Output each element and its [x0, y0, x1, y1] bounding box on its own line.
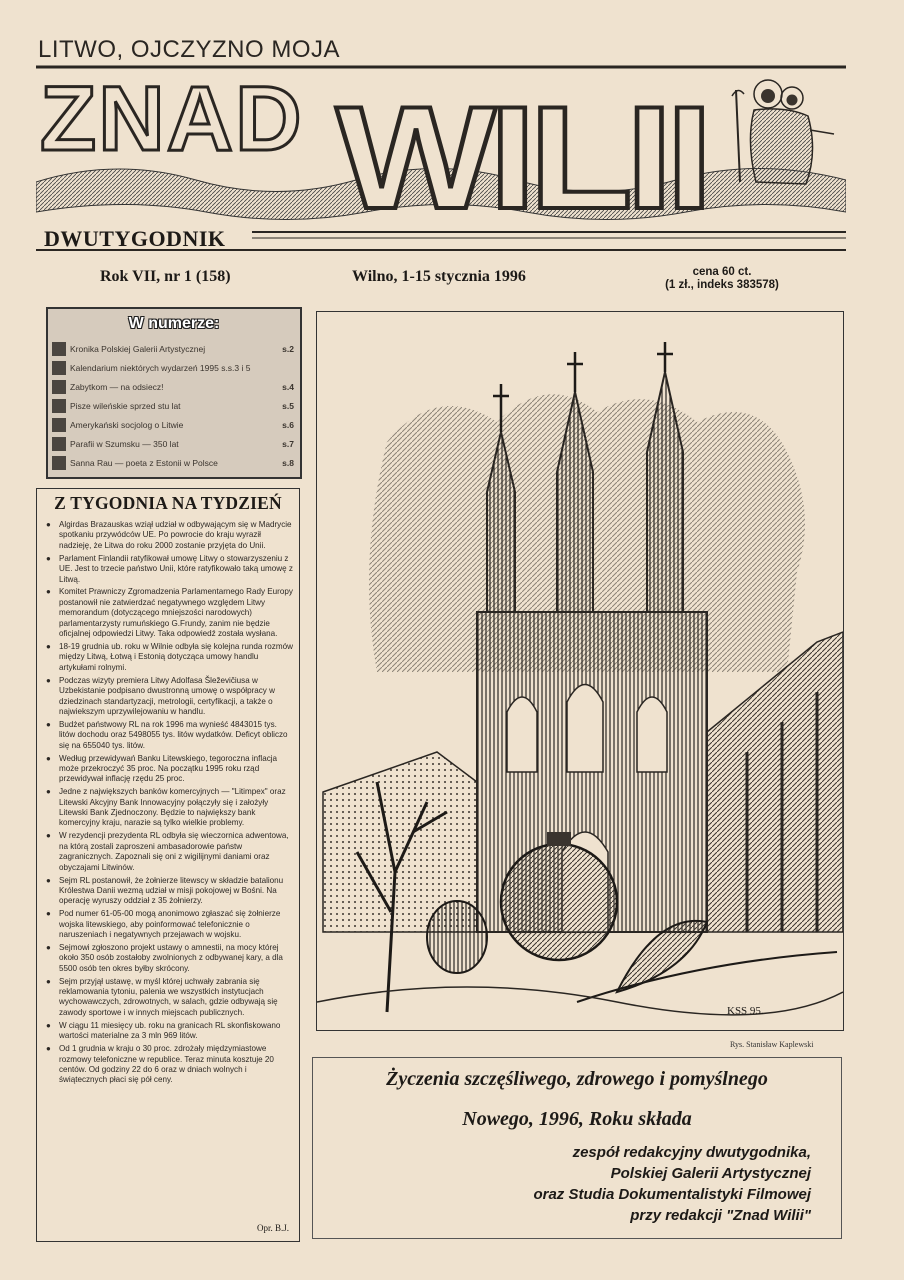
- bullet-square-icon: [52, 437, 66, 451]
- wishes-line-2: Nowego, 1996, Roku składa: [462, 1108, 692, 1130]
- illustration-credit: Rys. Stanisław Kaplewski: [730, 1040, 814, 1049]
- bullet-square-icon: [52, 399, 66, 413]
- toc-item-text: Kalendarium niektórych wydarzeń 1995 s.s.3 i 5: [70, 362, 251, 373]
- bullet-square-icon: [52, 418, 66, 432]
- wishes-line-5: oraz Studia Dokumentalistyki Filmowej: [533, 1186, 811, 1203]
- toc-item: [52, 396, 300, 415]
- news-item: ● Sejm RL postanowił, że żołnierze litewscy w składzie batalionu Królestwa Danii wezmą udział w misji pokojowej w Bośni. Na operację wyruszy oddział z 35 żołnierzy.: [45, 876, 293, 907]
- news-column: [36, 488, 300, 1242]
- toc-item-text: Zabytkom — na odsiecz!: [70, 381, 164, 392]
- frequency-label: DWUTYGODNIK: [44, 226, 226, 251]
- news-item: ● W rezydencji prezydenta RL odbyła się wieczornica adwentowa, na którą zostali zaproszeni ambasadorowie państw zagranicznych. Zapoznali się oni z wigilijnymi daniami oraz obyczajami Litwinów.: [45, 831, 293, 873]
- news-item: ● Pod numer 61-05-00 mogą anonimowo zgłaszać się żołnierze wojska litewskiego, aby poinformować telefonicznie o naruszeniach i negatywnych przejawach w wojsku.: [45, 909, 293, 940]
- wishes-line-1: Życzenia szczęśliwego, zdrowego i pomyślnego: [386, 1068, 768, 1090]
- tagline: LITWO, OJCZYZNO MOJA: [38, 36, 340, 63]
- price: [652, 266, 792, 292]
- toc-item-page: s.2: [282, 343, 294, 354]
- toc-item-text: Kronika Polskiej Galerii Artystycznej: [70, 343, 206, 354]
- wishes-line-3: zespół redakcyjny dwutygodnika,: [572, 1144, 811, 1161]
- church-illustration: [317, 312, 843, 1030]
- news-item: ● Algirdas Brazauskas wziął udział w odbywającym się w Madrycie spotkaniu przywódców UE. Po powrocie do kraju wyraził nadzieję, że Litwa do roku 2000 zostanie przyjęta do Unii.: [45, 520, 293, 551]
- toc-item-page: s.6: [282, 419, 294, 430]
- toc-item-page: s.4: [282, 381, 294, 392]
- news-item: ● 18-19 grudnia ub. roku w Wilnie odbyła się kolejna runda rozmów między Litwą, Łotwą i Estonią dotycząca umowy handlu artykułami rolnymi.: [45, 642, 293, 673]
- toc-item-text: Pisze wileńskie sprzed stu lat: [70, 400, 181, 411]
- bullet-square-icon: [52, 380, 66, 394]
- news-credit: Opr. B.J.: [256, 1223, 289, 1233]
- news-item: ● Sejm przyjął ustawę, w myśl której uchwały zabrania się reklamowania tytoniu, palenia we wszystkich instytucjach wychowawczych, zdrowotnych, w salach, gdzie odbywają się zawody sportowe i w innych miejscach publicznych.: [45, 977, 293, 1019]
- price-line-1: cena 60 ct.: [692, 266, 752, 278]
- artist-signature: KSS 95.: [727, 1005, 764, 1017]
- illustration-frame: [316, 311, 844, 1031]
- news-title: Z TYGODNIA NA TYDZIEŃ: [54, 493, 282, 513]
- wishes-line-4: Polskiej Galerii Artystycznej: [610, 1165, 811, 1182]
- title-znad: ZNAD: [40, 68, 304, 170]
- new-year-wishes: [312, 1057, 842, 1239]
- toc-item-text: Sanna Rau — poeta z Estonii w Polsce: [70, 457, 218, 468]
- news-item: ● Budżet państwowy RL na rok 1996 ma wynieść 4843015 tys. litów dochodu oraz 5498055 tys. litów wydatków. Deficyt obliczo się na 655040 tys. litów.: [45, 720, 293, 751]
- toc-item-page: s.5: [282, 400, 294, 411]
- news-item: ● Jedne z największych banków komercyjnych — "Litimpex" oraz Litewski Akcyjny Bank Innowacyjny połączyły się i założyły Litewski Bank Zjednoczony. Będzie to największy bank komercyjny kraju, narazie są tylko wielkie problemy.: [45, 787, 293, 829]
- bullet-square-icon: [52, 342, 66, 356]
- news-item: ● Podczas wizyty premiera Litwy Adolfasa Šleževičiusa w Uzbekistanie podpisano dwustronną umowę o współpracy w dziedzinach standartyzacji, metrologii, certyfikacji, a także o najwiekszym uprzywilejowaniu w handlu.: [45, 676, 293, 718]
- news-item: ● Sejmowi zgłoszono projekt ustawy o amnestii, na mocy której około 350 osób zostałoby zwolnionych z odbywanej kary, a dla 5500 osób ten okres byłby skrócony.: [45, 943, 293, 974]
- toc-item: [52, 339, 300, 358]
- christmas-ornament-large: [501, 844, 617, 960]
- table-of-contents: [46, 307, 302, 479]
- news-item: ● Od 1 grudnia w kraju o 30 proc. zdrożały międzymiastowe rozmowy telefoniczne w republice. Teraz minuta kosztuje 20 centów. Od godziny 22 do 6 oraz w dniach wolnych i świątecznych płaci się pół ceny.: [45, 1044, 293, 1086]
- news-list: [37, 520, 299, 1086]
- toc-item: [52, 434, 300, 453]
- toc-item-text: Parafii w Szumsku — 350 lat: [70, 438, 179, 449]
- toc-item: [52, 453, 300, 472]
- bullet-square-icon: [52, 361, 66, 375]
- christmas-ornament-small: [427, 901, 487, 973]
- news-item: ● Według przewidywań Banku Litewskiego, tegoroczna inflacja może przekroczyć 35 proc. Na początku 1995 roku rząd przewidywał inflację rzędu 25 proc.: [45, 754, 293, 785]
- toc-item-page: s.7: [282, 438, 294, 449]
- bullet-square-icon: [52, 456, 66, 470]
- price-line-2: (1 zł., indeks 383578): [665, 279, 779, 291]
- title-wilii: WILII: [336, 76, 706, 239]
- wishes-line-6: przy redakcji "Znad Wilii": [630, 1207, 811, 1224]
- toc-item-page: s.8: [282, 457, 294, 468]
- news-item: ● Komitet Prawniczy Zgromadzenia Parlamentarnego Rady Europy postanowił nie zatwierdzać negatywnego względem Litwy memorandum (dotyczącego mniejszości narodowych) parlamentarzysty rumuńskiego G.Frundy, zanim nie będzie oficjalnej odpowiedzi Litwy. Taka odpowiedź została wysłana.: [45, 587, 293, 639]
- toc-title: W numerze:: [128, 315, 220, 332]
- right-building: [707, 632, 843, 932]
- toc-item: [52, 415, 300, 434]
- news-item: ● W ciągu 11 miesięcy ub. roku na granicach RL skonfiskowano wartości materialne za 3 mln 969 litów.: [45, 1021, 293, 1042]
- news-item: ● Parlament Finlandii ratyfikował umowę Litwy o stowarzyszeniu z UE. Jest to trzecie państwo Unii, które ratyfikowało taką umowę z Litwą.: [45, 554, 293, 585]
- toc-item: [52, 377, 300, 396]
- toc-item: [52, 358, 300, 377]
- dateline: Wilno, 1-15 stycznia 1996: [352, 268, 526, 285]
- toc-item-text: Amerykański socjolog o Litwie: [70, 419, 184, 430]
- issue-number: Rok VII, nr 1 (158): [100, 268, 231, 285]
